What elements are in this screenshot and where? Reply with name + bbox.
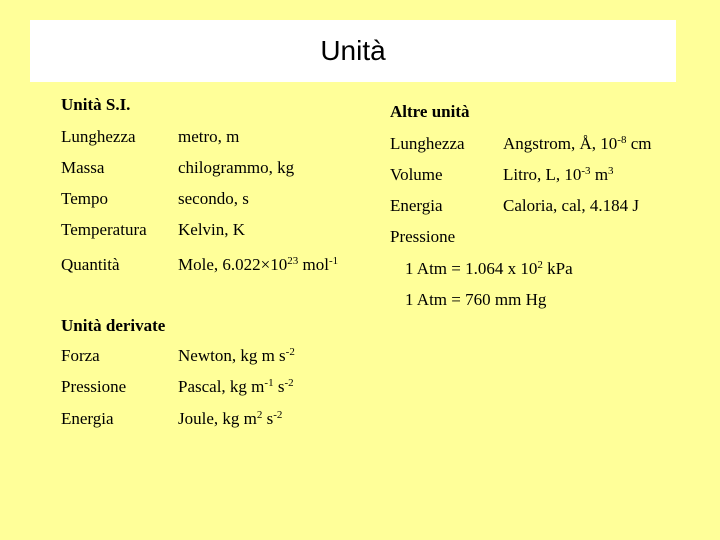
si-value-length: metro, m bbox=[178, 127, 240, 146]
derived-pressure-pre: Pascal, kg m bbox=[178, 377, 265, 396]
derived-heading: Unità derivate bbox=[61, 316, 166, 335]
other-volume-exp: -3 bbox=[581, 165, 591, 177]
derived-value-energy bbox=[178, 409, 282, 429]
pressure-line-2: 1 Atm = 760 mm Hg bbox=[405, 290, 547, 309]
derived-energy-mid: s bbox=[262, 409, 274, 428]
other-label-length: Lunghezza bbox=[390, 134, 465, 153]
si-heading: Unità S.I. bbox=[61, 95, 131, 114]
si-quantity-exp2: -1 bbox=[328, 255, 339, 267]
derived-force-exp: -2 bbox=[285, 346, 295, 358]
si-value-temperature: Kelvin, K bbox=[178, 220, 246, 239]
pressure-line-1-post: kPa bbox=[542, 259, 573, 278]
derived-label-energy: Energia bbox=[61, 409, 114, 428]
slide-title bbox=[30, 20, 676, 82]
other-length-post: cm bbox=[626, 134, 652, 153]
slide-title-text: Unità bbox=[320, 35, 386, 66]
other-volume-pre: Litro, L, 10 bbox=[503, 165, 582, 184]
si-value-quantity bbox=[178, 255, 338, 275]
derived-energy-pre: Joule, kg m bbox=[178, 409, 257, 428]
other-volume-exp2: 3 bbox=[608, 165, 614, 177]
other-label-volume: Volume bbox=[390, 165, 443, 184]
derived-pressure-exp: -1 bbox=[264, 377, 274, 389]
derived-label-force: Forza bbox=[61, 346, 100, 365]
derived-value-force bbox=[178, 346, 295, 366]
other-label-pressure: Pressione bbox=[390, 227, 456, 246]
derived-energy-exp2: -2 bbox=[273, 409, 283, 421]
si-label-mass: Massa bbox=[61, 158, 105, 177]
si-label-quantity: Quantità bbox=[61, 255, 120, 274]
si-value-mass: chilogrammo, kg bbox=[178, 158, 295, 177]
other-label-energy: Energia bbox=[390, 196, 443, 215]
derived-value-pressure bbox=[178, 377, 294, 397]
si-value-time: secondo, s bbox=[178, 189, 249, 208]
other-length-exp: -8 bbox=[617, 134, 627, 146]
si-label-temperature: Temperatura bbox=[61, 220, 147, 239]
pressure-line-1-exp: 2 bbox=[537, 259, 543, 271]
other-value-length bbox=[503, 134, 651, 154]
other-length-pre: Angstrom, Å, 10 bbox=[503, 134, 618, 153]
si-label-length: Lunghezza bbox=[61, 127, 136, 146]
other-volume-mid: m bbox=[590, 165, 609, 184]
other-value-volume bbox=[503, 165, 614, 185]
si-quantity-pre: Mole, 6.022×10 bbox=[178, 255, 288, 274]
derived-pressure-exp2: -2 bbox=[284, 377, 294, 389]
derived-label-pressure: Pressione bbox=[61, 377, 127, 396]
other-heading: Altre unità bbox=[390, 102, 470, 121]
si-label-time: Tempo bbox=[61, 189, 108, 208]
other-value-energy: Caloria, cal, 4.184 J bbox=[503, 196, 639, 215]
derived-pressure-mid: s bbox=[273, 377, 285, 396]
si-quantity-exp: 23 bbox=[287, 255, 299, 267]
derived-force-pre: Newton, kg m s bbox=[178, 346, 286, 365]
derived-energy-exp: 2 bbox=[256, 409, 263, 421]
pressure-line-1-pre: 1 Atm = 1.064 x 10 bbox=[405, 259, 538, 278]
pressure-line-1 bbox=[405, 259, 573, 279]
si-quantity-mid: mol bbox=[298, 255, 329, 274]
